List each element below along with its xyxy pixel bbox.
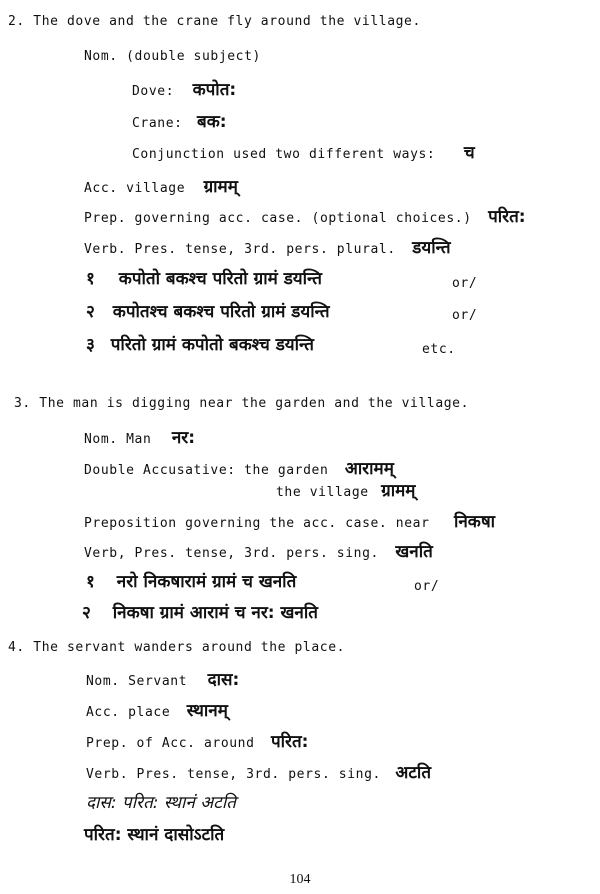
prep-sanskrit: परित: (488, 207, 526, 227)
acc-sanskrit: ग्रामम् (203, 177, 238, 197)
verb-sanskrit: अटति (395, 763, 432, 783)
example-2-3 (86, 334, 314, 356)
double-acc-row-2 (276, 481, 415, 503)
nom-sanskrit: नर: (171, 428, 196, 448)
page-number: 104 (289, 872, 311, 887)
section-2-heading: 2. The dove and the crane fly around the village. (8, 14, 421, 29)
acc-label: Acc. place (86, 705, 171, 720)
example-2-2 (86, 301, 330, 323)
prep-row (84, 207, 526, 229)
prep-label: Prep. governing acc. case. (optional choices.) (84, 211, 472, 226)
double-acc-label-2: the village (276, 485, 369, 500)
crane-row (132, 112, 227, 134)
verb-sanskrit: डयन्ति (412, 238, 451, 258)
prep-row (86, 732, 309, 754)
prep-sanskrit: निकषा (453, 512, 496, 532)
prep-label: Prep. of Acc. around (86, 736, 255, 751)
verb-sanskrit: खनति (395, 542, 433, 562)
acc-label: Acc. village (84, 181, 186, 196)
example-4-2: परित: स्थानं दासोऽटति (84, 825, 225, 845)
example-3-1 (86, 571, 296, 593)
double-acc-sanskrit-1: आरामम् (344, 459, 394, 479)
dove-row (132, 80, 236, 102)
example-number: १ (86, 572, 95, 592)
example-number: २ (86, 302, 95, 322)
verb-label: Verb. Pres. tense, 3rd. pers. plural. (84, 242, 396, 257)
verb-row (84, 238, 451, 260)
conjunction-label: Conjunction used two different ways: (132, 147, 436, 162)
example-4-1: दास: परित: स्थानं अटति (86, 793, 236, 813)
example-2-1 (86, 268, 322, 290)
double-acc-row (84, 459, 394, 481)
acc-row (84, 177, 238, 199)
example-2-3-note: etc. (422, 342, 456, 357)
example-number: ३ (86, 335, 95, 355)
example-sanskrit: कपोतश्च बकश्च परितो ग्रामं डयन्ति (112, 302, 330, 322)
conjunction-row (132, 143, 475, 165)
verb-row (84, 542, 433, 564)
nom-sanskrit: दास: (207, 670, 240, 690)
crane-sanskrit: बक: (197, 112, 227, 132)
verb-row (86, 763, 431, 785)
example-sanskrit: निकषा ग्रामं आरामं च नर: खनति (112, 603, 318, 623)
nom-label: Nom. Man (84, 432, 152, 447)
nom-row (84, 428, 195, 450)
acc-row (86, 701, 228, 723)
example-3-1-note: or/ (414, 579, 440, 594)
nom-label: Nom. (double subject) (84, 49, 261, 64)
example-number: १ (86, 269, 95, 289)
prep-sanskrit: परित: (270, 732, 309, 752)
verb-label: Verb. Pres. tense, 3rd. pers. sing. (86, 767, 381, 782)
example-number: २ (82, 603, 91, 623)
crane-label: Crane: (132, 116, 183, 131)
nom-label: Nom. Servant (86, 674, 188, 689)
section-4-heading: 4. The servant wanders around the place. (8, 640, 346, 655)
example-sanskrit: नरो निकषारामं ग्रामं च खनति (116, 572, 297, 592)
example-2-2-note: or/ (452, 308, 478, 323)
example-sanskrit: परितो ग्रामं कपोतो बकश्च डयन्ति (110, 335, 314, 355)
dove-sanskrit: कपोत: (192, 80, 237, 100)
double-acc-sanskrit-2: ग्रामम् (381, 481, 416, 501)
example-3-2 (82, 602, 318, 624)
prep-row (84, 512, 495, 534)
section-3-heading: 3. The man is digging near the garden and the village. (14, 396, 470, 411)
example-sanskrit: कपोतो बकश्च परितो ग्रामं डयन्ति (118, 269, 322, 289)
nom-row (86, 670, 239, 692)
dove-label: Dove: (132, 84, 175, 99)
verb-label: Verb, Pres. tense, 3rd. pers. sing. (84, 546, 379, 561)
acc-sanskrit: स्थानम् (186, 701, 228, 721)
prep-label: Preposition governing the acc. case. near (84, 516, 430, 531)
example-2-1-note: or/ (452, 276, 478, 291)
double-acc-label: Double Accusative: the garden (84, 463, 329, 478)
conjunction-sanskrit: च (463, 143, 475, 163)
